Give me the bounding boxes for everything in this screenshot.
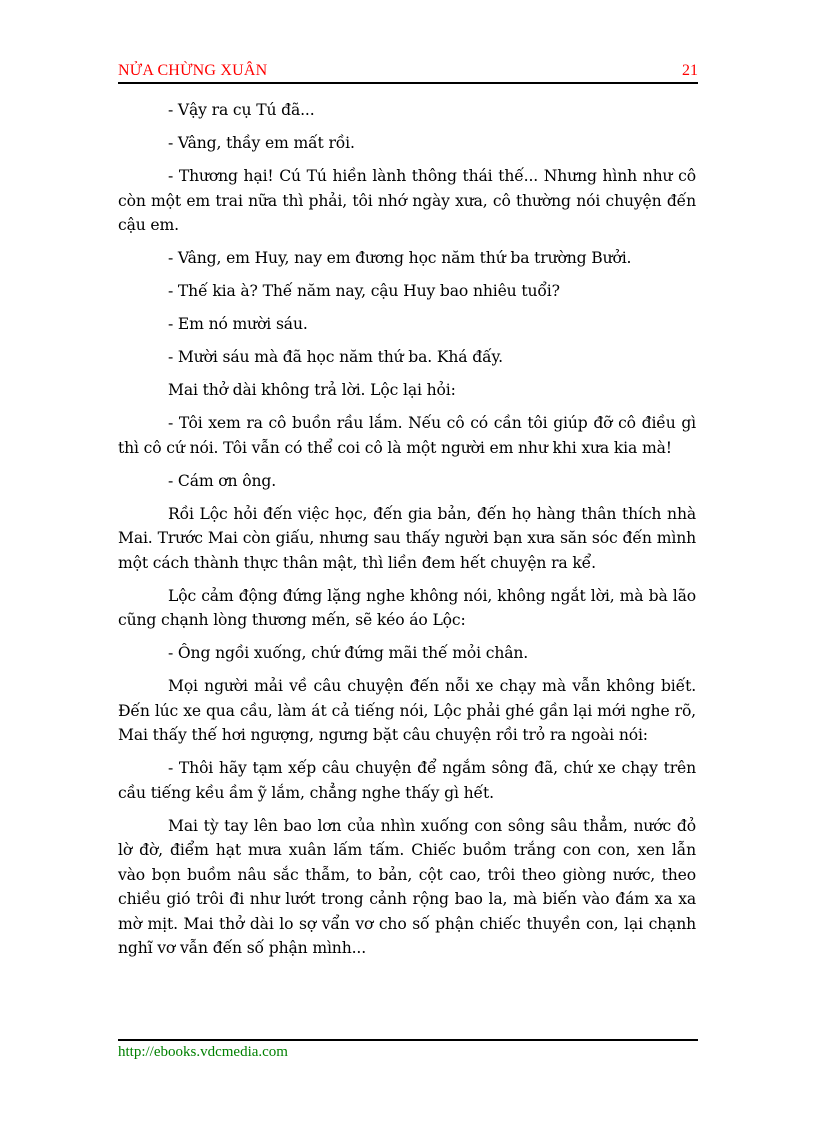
header-divider <box>118 82 698 84</box>
paragraph: - Vâng, em Huy, nay em đương học năm thứ ba trường Bưởi. <box>168 249 632 267</box>
paragraph: - Tôi xem ra cô buồn rầu lắm. Nếu cô có cần tôi giúp đỡ cô điều gì thì cô cứ nói. Tôi vẫn có thể coi cô là một người em như khi xưa kia mà! <box>118 414 696 457</box>
paragraph: - Thương hại! Cú Tú hiền lành thông thái thế... Nhưng hình như cô còn một em trai nữa thì phải, tôi nhớ ngày xưa, cô thường nói chuyện đến cậu em. <box>118 167 696 234</box>
paragraph: - Vâng, thầy em mất rồi. <box>168 134 355 152</box>
paragraph: - Vậy ra cụ Tú đã... <box>168 101 315 119</box>
paragraph: Rồi Lộc hỏi đến việc học, đến gia bản, đến họ hàng thân thích nhà Mai. Trước Mai còn giấu, nhưng sau thấy người bạn xưa săn sóc đến mình một cách thành thực thân mật, thì liền đem hết chuyện ra kể. <box>118 504 696 572</box>
page-header <box>118 60 698 82</box>
page-body <box>118 98 696 969</box>
paragraph: - Thế kia à? Thế năm nay, cậu Huy bao nhiêu tuổi? <box>168 282 560 300</box>
footer-divider <box>118 1039 698 1041</box>
paragraph: - Ông ngồi xuống, chứ đứng mãi thế mỏi chân. <box>168 644 529 662</box>
paragraph: - Mười sáu mà đã học năm thứ ba. Khá đấy. <box>168 348 503 366</box>
paragraph: - Thôi hãy tạm xếp câu chuyện để ngắm sông đã, chứ xe chạy trên cầu tiếng kều ầm ỹ lắm, chẳng nghe thấy gì hết. <box>118 759 696 802</box>
footer-link[interactable]: http://ebooks.vdcmedia.com <box>118 1044 288 1060</box>
book-title: NỬA CHỪNG XUÂN <box>118 62 268 79</box>
paragraph: Lộc cảm động đứng lặng nghe không nói, không ngắt lời, mà bà lão cũng chạnh lòng thương mến, sẽ kéo áo Lộc: <box>118 586 696 629</box>
paragraph: Mọi người mải về câu chuyện đến nỗi xe chạy mà vẫn không biết. Đến lúc xe qua cầu, làm át cả tiếng nói, Lộc phải ghé gần lại mới nghe rõ, Mai thấy thế hơi ngượng, ngưng bặt câu chuyện rồi trỏ ra ngoài nói: <box>118 677 696 744</box>
paragraph: Mai thở dài không trả lời. Lộc lại hỏi: <box>168 381 456 399</box>
paragraph: - Em nó mười sáu. <box>168 315 308 333</box>
paragraph: Mai tỳ tay lên bao lơn của nhìn xuống con sông sâu thẳm, nước đỏ lờ đờ, điểm hạt mưa xuân lấm tấm. Chiếc buồm trắng con con, xen lẫn vào bọn buồm nâu sắc thẫm, to bản, cột cao, trôi theo giòng nước, theo chiều gió trôi đi như lướt trong cảnh rộng bao la, mà biến vào đám xa xa mờ mịt. Mai thở dài lo sợ vẩn vơ cho số phận chiếc thuyền con, lại chạnh nghĩ vơ vẫn đến số phận mình... <box>118 816 696 957</box>
paragraph: - Cám ơn ông. <box>168 471 277 490</box>
page-number: 21 <box>682 62 698 79</box>
